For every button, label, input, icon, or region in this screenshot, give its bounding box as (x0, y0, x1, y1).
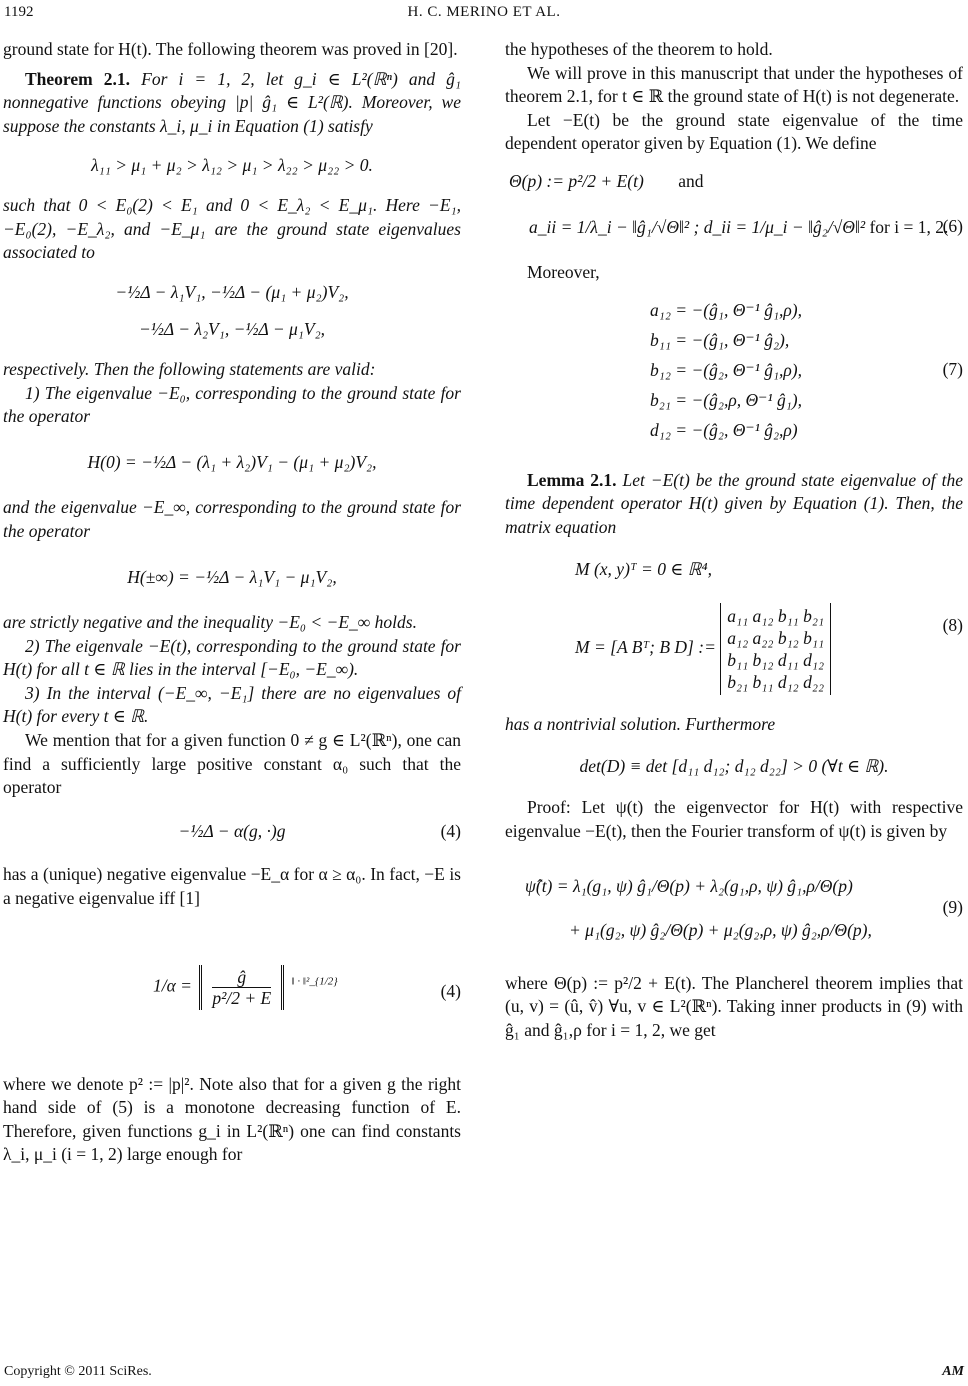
proof-text: Proof: Let ψ(t) the eigenvector for H(t) with respective eigenvalue −E(t), then the Fourier transform of ψ(t) is given by (505, 797, 963, 841)
equation-operators-line-1: −½Δ − λ₁V₁, −½Δ − (μ₁ + μ₂)V₂, (115, 281, 349, 302)
right-column (505, 38, 963, 1042)
equation-6-number: (6) (942, 216, 963, 237)
page-footer (0, 1364, 968, 1384)
equation-6 (505, 216, 963, 240)
equation-4b-lhs: 1/α = (153, 975, 192, 996)
equation-9-number: (9) (942, 896, 963, 917)
where-text: where Θ(p) := p²/2 + E(t). The Plancherel theorem implies that (u, v) = (û, v̂) ∀u, v ∈ L²(ℝⁿ). Taking inner products in (9) with ĝ₁ and ĝ₁,ρ for i = 1, 2, we get (505, 972, 963, 1040)
statement-3: 3) In the interval (−E_∞, −E₁] there are no eigenvalues of H(t) for every t ∈ ℝ. (3, 682, 461, 727)
lemma-2-1 (505, 469, 963, 540)
statement-1c: are strictly negative and the inequality −E₀ < −E_∞ holds. (3, 612, 417, 633)
lemma-label: Lemma 2.1. (527, 469, 617, 490)
equation-9-line-2: + μ₁(g₂, ψ) ĝ₂/Θ(p) + μ₂(g₂,ρ, ψ) ĝ₂,ρ/Θ(p), (569, 919, 872, 940)
equation-4b (3, 937, 461, 1047)
equation-7-line: d₁₂ = −(ĝ₂, Θ⁻¹ ĝ₂,ρ) (650, 419, 798, 440)
matrix-row: b₂₁ b₁₁ d₁₂ d₂₂ (727, 672, 825, 693)
paragraph: ground state for H(t). The following theorem was proved in [20]. (3, 39, 458, 59)
running-title: H. C. MERINO ET AL. (407, 4, 561, 20)
statement-2: 2) The eigenvale −E(t), corresponding to the ground state for H(t) for all t ∈ ℝ lies in the interval [−E₀, −E_∞). (3, 635, 461, 680)
equation-7 (505, 295, 963, 445)
equation-7-number: (7) (942, 358, 963, 379)
statement-1b: and the eigenvalue −E_∞, corresponding to the ground state for the operator (3, 497, 461, 541)
equation-theta-body: Θ(p) := p²/2 + E(t) (509, 170, 644, 191)
paragraph-where: where we denote p² := |p|². Note also that for a given g the right hand side of (5) is a monotone decreasing function of E. Therefore, given functions g_i in L²(ℝⁿ) one can find constants λ_i, μ_i (i = 1, 2) large enough for (3, 1073, 461, 1165)
equation-Hinf: H(±∞) = −½Δ − λ₁V₁ − μ₁V₂, (127, 566, 337, 587)
equation-4 (3, 820, 461, 844)
paragraph-let: Let −E(t) be the ground state eigenvalue of the time dependent operator given by Equation (1). We define (505, 109, 963, 154)
nontrivial-text: has a nontrivial solution. Furthermore (505, 714, 776, 735)
equation-8-M: M = [A Bᵀ; B D] := (575, 637, 716, 658)
equation-4b-number: (4) (440, 980, 461, 1001)
matrix-row: a₁₂ a₂₂ b₁₂ b₁₁ (727, 628, 825, 649)
equation-9-line-1: ψ̂(t) = λ₁(g₁, ψ) ĝ₁/Θ(p) + λ₂(g₁,ρ, ψ) ĝ₁,ρ/Θ(p) (525, 875, 853, 896)
theorem-2-1 (3, 68, 461, 139)
moreover-text: Moreover, (527, 262, 600, 283)
theorem-text: For i = 1, 2, let g_i ∈ L²(ℝⁿ) and ĝ₁ nonnegative functions obeying |p| ĝ₁ ∈ L²(ℝ). Moreover, we suppose the constants λ_i, μ_i in Equation (1) satisfy (3, 68, 462, 136)
equation-operators-line-2: −½Δ − λ₂V₁, −½Δ − μ₁V₂, (138, 319, 326, 340)
equation-6-for: for i = 1, 2. (869, 216, 949, 237)
equation-theta (509, 170, 963, 194)
equation-8-number: (8) (942, 615, 963, 636)
equation-4b-denominator: p²/2 + E (212, 987, 272, 1008)
such-that-text: such that 0 < E₀(2) < E₁ and 0 < E_λ₂ < E_μ₁. Here −E₁, −E₀(2), −E_λ₂, and −E_μ₁ are the ground state eigenvalues associated to (3, 194, 461, 263)
matrix-row: a₁₁ a₁₂ b₁₁ b₂₁ (727, 606, 825, 627)
equation-4b-numerator: ĝ (212, 967, 271, 988)
equation-4b-norm-note: ‖ · ‖²_{1/2} (291, 975, 338, 988)
left-column (3, 38, 461, 1167)
equation-4b-fraction (199, 965, 284, 1010)
paragraph-prove: We will prove in this manuscript that under the hypotheses of theorem 2.1, for t ∈ ℝ the ground state of H(t) is not degenerate. (505, 62, 963, 107)
paragraph-unique: has a (unique) negative eigenvalue −E_α for α ≥ α₀. In fact, −E is a negative eigenvalue iff [1] (3, 864, 461, 909)
equation-9 (505, 864, 963, 952)
equation-7-line: b₁₁ = −(ĝ₁, Θ⁻¹ ĝ₂), (650, 329, 790, 350)
matrix-row: b₁₁ b₁₂ d₁₁ d₁₂ (727, 650, 825, 671)
equation-8a: M (x, y)ᵀ = 0 ∈ ℝ⁴, (575, 558, 712, 579)
equation-8-matrix (720, 603, 831, 695)
equation-H0: H(0) = −½Δ − (λ₁ + λ₂)V₁ − (μ₁ + μ₂)V₂, (87, 451, 377, 472)
and-word: and (678, 170, 704, 191)
equation-7-line: b₂₁ = −(ĝ₂,ρ, Θ⁻¹ ĝ₁), (650, 389, 803, 410)
equation-8 (505, 558, 963, 696)
equation-6-body: a_ii = 1/λ_i − ‖ĝ₁/√Θ‖² ; d_ii = 1/μ_i − ‖ĝ₂/√Θ‖² (529, 216, 866, 237)
lemma-text: Let −E(t) be the ground state eigenvalue of the time dependent operator H(t) given by Equation (1). Then, the matrix equation (505, 469, 963, 537)
respectively-text: respectively. Then the following statements are valid: (3, 358, 376, 379)
statement-1: 1) The eigenvalue −E₀, corresponding to the ground state for the operator (3, 382, 461, 427)
equation-7-line: b₁₂ = −(ĝ₂, Θ⁻¹ ĝ₁,ρ), (650, 359, 803, 380)
equation-operators (3, 281, 461, 342)
paragraph-mention: We mention that for a given function 0 ≠ g ∈ L²(ℝⁿ), one can find a sufficiently large positive constant α₀ such that the operator (3, 730, 461, 798)
paragraph: the hypotheses of the theorem to hold. (505, 39, 773, 59)
equation-7-line: a₁₂ = −(ĝ₁, Θ⁻¹ ĝ₁,ρ), (650, 299, 803, 320)
page-header (0, 4, 968, 26)
theorem-label: Theorem 2.1. (25, 68, 131, 89)
page-number: 1192 (4, 4, 34, 20)
journal-abbrev: AM (942, 1364, 964, 1379)
equation-4-number: (4) (440, 820, 461, 841)
equation-4-body: −½Δ − α(g, ·)g (178, 820, 286, 841)
equation-lambda-inequality: λ₁₁ > μ₁ + μ₂ > λ₁₂ > μ₁ > λ₂₂ > μ₂₂ > 0. (91, 155, 373, 176)
equation-det: det(D) ≡ det [d₁₁ d₁₂; d₁₂ d₂₂] > 0 (∀t ∈ ℝ). (579, 755, 889, 776)
copyright: Copyright © 2011 SciRes. (4, 1364, 152, 1379)
